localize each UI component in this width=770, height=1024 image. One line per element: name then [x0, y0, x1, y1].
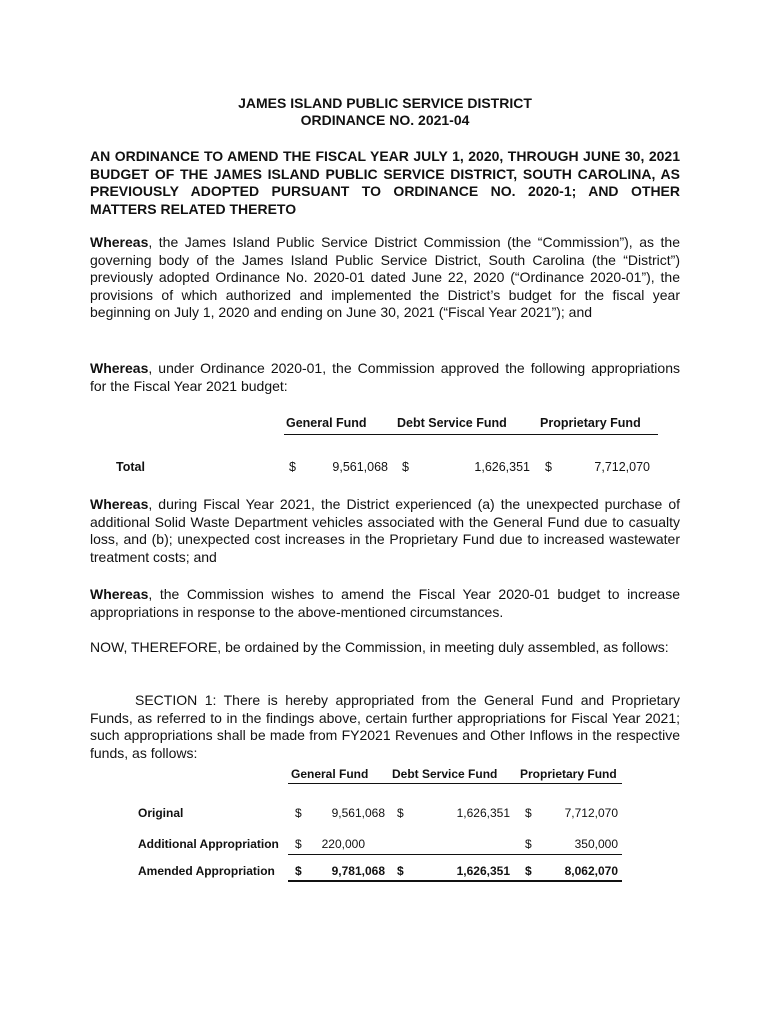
table2-header-rule — [288, 783, 622, 784]
table1-header-debt-service-fund: Debt Service Fund — [397, 416, 507, 430]
whereas-label: Whereas — [90, 234, 149, 250]
table2-header-debt-service-fund: Debt Service Fund — [392, 767, 498, 781]
whereas-paragraph-3 — [90, 496, 680, 566]
table1-header-general-fund: General Fund — [286, 416, 367, 430]
whereas-4-text: , the Commission wishes to amend the Fiscal Year 2020-01 budget to increase appropriations in response to the above-mentioned circumstances. — [90, 586, 680, 620]
ordinance-title: AN ORDINANCE TO AMEND THE FISCAL YEAR JULY 1, 2020, THROUGH JUNE 30, 2021 BUDGET OF THE JAMES ISLAND PUBLIC SERVICE DISTRICT, SOUTH CAROLINA, AS PREVIOUSLY ADOPTED PURSUANT TO ORDINANCE NO. 2020-1; AND OTHER MATTERS RELATED THERETO — [90, 148, 680, 217]
table1-row-label-total: Total — [116, 460, 145, 474]
district-name-heading: JAMES ISLAND PUBLIC SERVICE DISTRICT — [238, 95, 532, 111]
table2-currency: $ — [525, 806, 532, 820]
whereas-paragraph-1 — [90, 234, 680, 322]
table2-currency: $ — [295, 837, 302, 851]
table2-additional-prop: 350,000 — [574, 837, 618, 851]
table2-row-label-original: Original — [138, 806, 184, 820]
whereas-label: Whereas — [90, 360, 149, 376]
table2-row-label-additional: Additional Appropriation — [138, 837, 279, 851]
ordinance-number-heading: ORDINANCE NO. 2021-04 — [300, 112, 470, 128]
table2-currency: $ — [397, 806, 404, 820]
table1-total-prop: 7,712,070 — [594, 460, 650, 474]
table1-total-general: 9,561,068 — [332, 460, 388, 474]
table1-currency-prop: $ — [545, 460, 552, 474]
whereas-paragraph-4 — [90, 586, 680, 621]
table2-original-general: 9,561,068 — [331, 806, 385, 820]
table2-amended-prop: 8,062,070 — [564, 864, 618, 878]
table2-currency: $ — [525, 864, 532, 878]
table2-currency: $ — [295, 864, 302, 878]
now-therefore-paragraph: NOW, THEREFORE, be ordained by the Commission, in meeting duly assembled, as follows: — [90, 639, 669, 655]
table2-subtotal-rule — [288, 854, 622, 855]
table2-amended-debt: 1,626,351 — [456, 864, 510, 878]
table2-row-label-amended: Amended Appropriation — [138, 864, 275, 878]
table2-header-general-fund: General Fund — [291, 767, 369, 781]
whereas-label: Whereas — [90, 496, 149, 512]
table2-currency: $ — [295, 806, 302, 820]
table2-amended-general: 9,781,068 — [331, 864, 385, 878]
table2-original-prop: 7,712,070 — [564, 806, 618, 820]
table1-total-debt: 1,626,351 — [474, 460, 530, 474]
table2-currency: $ — [525, 837, 532, 851]
table1-currency-debt: $ — [402, 460, 409, 474]
table2-additional-general: 220,000 — [321, 837, 365, 851]
table1-header-proprietary-fund: Proprietary Fund — [540, 416, 641, 430]
table2-header-proprietary-fund: Proprietary Fund — [520, 767, 617, 781]
whereas-3-text: , during Fiscal Year 2021, the District experienced (a) the unexpected purchase of additional Solid Waste Department vehicles associated with the General Fund due to casualty loss, and (b); unexpected cost increases in the Proprietary Fund due to increased wastewater treatment costs; and — [90, 496, 680, 565]
section-1-paragraph: SECTION 1: There is hereby appropriated from the General Fund and Proprietary Funds, as referred to in the findings above, certain further appropriations for Fiscal Year 2021; such appropriations shall be made from FY2021 Revenues and Other Inflows in the respective funds, as follows: — [90, 692, 680, 761]
table2-total-rule — [288, 880, 622, 882]
table1-header-rule — [284, 434, 658, 435]
whereas-paragraph-2 — [90, 360, 680, 395]
table2-currency: $ — [397, 864, 404, 878]
whereas-2-text: , under Ordinance 2020-01, the Commission approved the following appropriations for the Fiscal Year 2021 budget: — [90, 360, 680, 394]
table1-currency-general: $ — [289, 460, 296, 474]
whereas-label: Whereas — [90, 586, 149, 602]
table2-original-debt: 1,626,351 — [456, 806, 510, 820]
whereas-1-text: , the James Island Public Service District Commission (the “Commission”), as the governing body of the James Island Public Service District, South Carolina (the “District”) previously adopted Ordinance No. 2020-01 dated June 22, 2020 (“Ordinance 2020-01”), the provisions of which authorized and implemented the District’s budget for the fiscal year beginning on July 1, 2020 and ending on June 30, 2021 (“Fiscal Year 2021”); and — [90, 234, 680, 321]
